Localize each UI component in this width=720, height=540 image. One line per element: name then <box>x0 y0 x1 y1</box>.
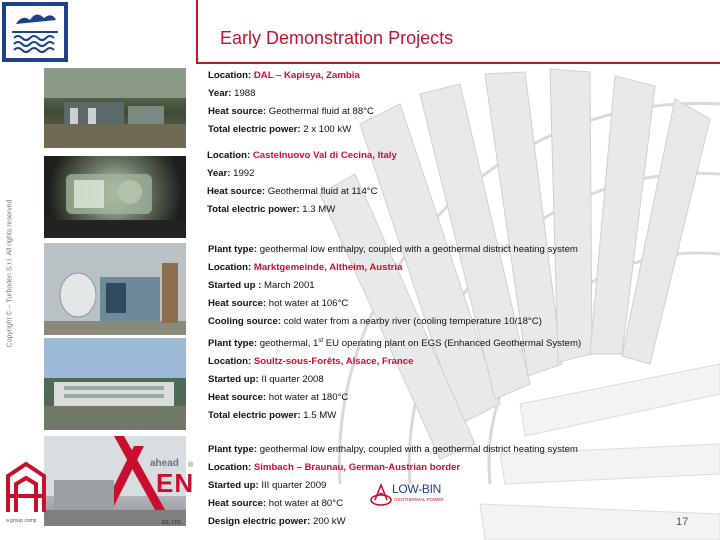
steam-waves-icon <box>2 2 68 62</box>
power-line: Total electric power: 1.3 MW <box>207 204 336 215</box>
started-up-line: Started up : March 2001 <box>208 280 315 291</box>
registered-mark: ® <box>188 462 194 469</box>
power-line: Total electric power: 2 x 100 kW <box>208 124 352 135</box>
heat-source-line: Heat source: hot water at 80°C <box>208 498 344 509</box>
project-block-france <box>208 335 581 425</box>
plant-type-line: Plant type: geothermal, 1st EU operating plant on EGS (Enhanced Geothermal System) <box>208 337 582 349</box>
heat-source-line: Heat source: hot water at 106°C <box>208 298 349 309</box>
copyright-text: Copyright © – Turboden S.r.l. All rights reserved <box>6 199 14 348</box>
project-block-austria <box>208 241 578 331</box>
project-block-zambia <box>208 67 374 139</box>
company-logo <box>2 2 68 62</box>
low-bin-title: LOW-BIN <box>392 482 442 496</box>
low-bin-logo <box>370 480 444 508</box>
project-photo-zambia <box>44 68 186 148</box>
cooling-source-line: Cooling source: cold water from a nearby river (cooling temperature 10/18°C) <box>208 316 542 327</box>
heat-source-line: Heat source: hot water at 180°C <box>208 392 349 403</box>
page-number: 17 <box>676 516 689 528</box>
project-photo-austria <box>44 243 186 335</box>
started-up-line: Started up: III quarter 2009 <box>208 480 327 491</box>
slide-title: Early Demonstration Projects <box>220 28 454 48</box>
plant-type-line: Plant type: geothermal low enthalpy, coupled with a geothermal district heating system <box>208 244 578 255</box>
location-line: Location: Soultz-sous-Forêts, Alsace, France <box>208 356 414 367</box>
heat-source-line: Heat source: Geothermal fluid at 114°C <box>207 186 378 197</box>
plant-type-line: Plant type: geothermal low enthalpy, coupled with a geothermal district heating system <box>208 444 578 455</box>
location-line: Location: DAL – Kapisya, Zambia <box>208 70 360 81</box>
brand-ahead-text: ahead <box>150 458 179 469</box>
power-line: Total electric power: 1.5 MW <box>208 410 337 421</box>
brand-ltd-text: ES, LTD. <box>162 520 183 526</box>
started-up-line: Started up: II quarter 2008 <box>208 374 324 385</box>
project-photo-france <box>44 338 186 430</box>
year-line: Year: 1992 <box>207 168 255 179</box>
header-divider-horizontal <box>196 62 720 64</box>
location-line: Location: Castelnuovo Val di Cecina, Italy <box>207 150 397 161</box>
power-line: Design electric power: 200 kW <box>208 516 346 527</box>
location-line: Location: Marktgemeinde, Altheim, Austria <box>208 262 403 273</box>
project-photo-italy <box>44 156 186 238</box>
group-company-caption: a group comp <box>6 518 37 524</box>
project-block-italy <box>207 147 397 219</box>
building-logo-icon <box>4 456 48 516</box>
header-divider-vertical <box>196 0 198 64</box>
low-bin-mark-icon <box>370 482 392 506</box>
location-line: Location: Simbach – Braunau, German-Austrian border <box>208 462 461 473</box>
low-bin-subtitle: GEOTHERMAL POWER <box>394 497 444 502</box>
heat-source-line: Heat source: Geothermal fluid at 88°C <box>208 106 374 117</box>
year-line: Year: 1988 <box>208 88 256 99</box>
brand-en-text: EN <box>156 468 195 498</box>
